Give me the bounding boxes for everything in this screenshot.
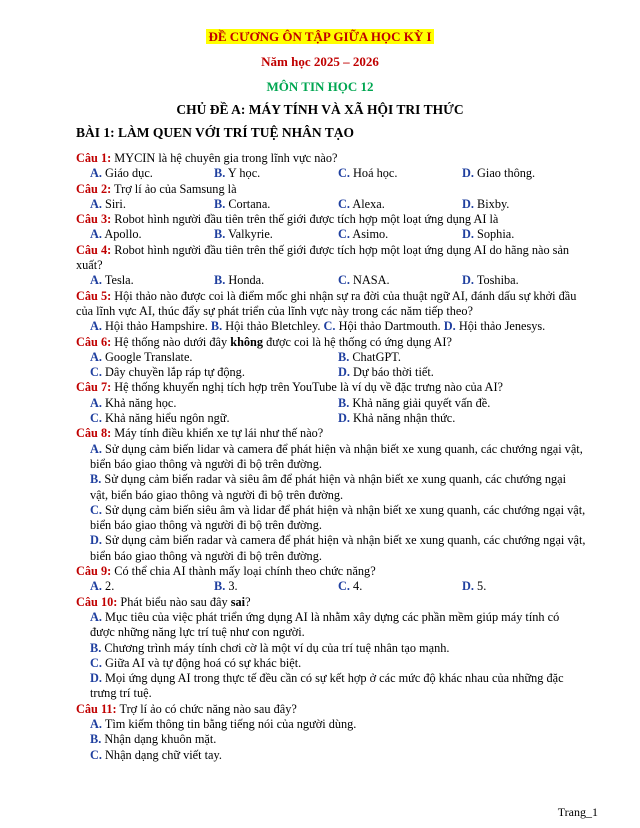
question-label: Câu 2: [76,181,112,196]
options-row [76,350,586,365]
option-a: A. Mục tiêu của việc phát triển ứng dụng AI là nhằm xây dựng các phần mềm giúp máy tính có được những năng lực trí tuệ như con người. [90,609,560,640]
option-b: B. Honda. [214,273,265,288]
question-label: Câu 10: [76,594,118,609]
option-b: B. ChatGPT. [338,349,401,364]
option-a: A. 2. [90,579,115,594]
question-list [76,151,586,763]
option-a: A. Google Translate. [90,349,193,364]
question-label: Câu 3: [76,212,112,227]
options-row [76,319,586,334]
option-b: B. 3. [214,579,238,594]
question-text: Có thể chia AI thành mấy loại chính theo chức năng? [111,564,376,579]
option-b: B. Hội thảo Bletchley. [210,319,321,334]
question-label: Câu 7: [76,380,112,395]
option-d: D. Toshiba. [462,273,519,288]
question-label: Câu 9: [76,564,112,579]
question-text: Hệ thống khuyến nghị tích hợp trên YouTube là ví dụ về đặc trưng nào của AI? [111,380,503,395]
question-4 [76,243,586,274]
option-c: C. Hoá học. [338,166,398,181]
question-label: Câu 11: [76,701,117,716]
question-label: Câu 1: [76,151,112,165]
option-d: D. Bixby. [462,196,510,211]
question-1 [76,151,586,166]
option-c: C. Hội thảo Dartmouth. [323,319,441,334]
options-row [76,365,586,380]
options-row [76,166,586,181]
option-a: A. Tìm kiếm thông tin bằng tiếng nói của người dùng. [90,716,357,731]
option-b: B. Y học. [214,166,261,181]
option-c: C. Sử dụng cảm biến siêu âm và lidar để phát hiện và nhận biết xe xung quanh, các chướng ngại vật, biển báo giao thông và người đi bộ trên đường. [90,502,586,533]
question-label: Câu 6: [76,334,112,349]
school-year: Năm học 2025 – 2026 [261,54,379,69]
option-c: C. Asimo. [338,227,389,242]
options-row [76,396,586,411]
options-row [76,227,586,242]
options-row [76,273,586,288]
question-5 [76,289,586,320]
option-a: A. Giáo dục. [90,166,153,181]
question-text: Trợ lí ảo của Samsung là [111,181,237,196]
question-text: MYCIN là hệ chuyên gia trong lĩnh vực nào? [111,151,338,165]
options-row [76,197,586,212]
question-label: Câu 5: [76,288,112,303]
question-text: Robot hình người đầu tiên trên thế giới được tích hợp một loạt ứng dụng AI do hãng nào sản xuất? [76,242,570,273]
emphasis: không [230,334,264,349]
option-a: A. Apollo. [90,227,142,242]
option-c: C. Dây chuyền lắp ráp tự động. [90,365,245,380]
option-d: D. 5. [462,579,487,594]
topic-title: CHỦ ĐỀ A: MÁY TÍNH VÀ XÃ HỘI TRI THỨC [176,102,464,117]
option-b: B. Khả năng giải quyết vấn đề. [338,395,491,410]
option-b: B. Nhận dạng khuôn mặt. [90,732,217,747]
question-text: Robot hình người đầu tiên trên thế giới được tích hợp một loạt ứng dụng AI là [111,212,499,227]
option-b: B. Sử dụng cảm biến radar và siêu âm để phát hiện và nhận biết xe xung quanh, các chướng ngại vật, biển báo giao thông và người đi bộ trên đường. [90,472,567,502]
options-row [76,579,586,594]
option-a: A. Tesla. [90,273,134,288]
question-3 [76,212,586,227]
question-8 [76,426,586,441]
question-label: Câu 4: [76,242,112,257]
option-a: A. Sử dụng cảm biến lidar và camera để phát hiện và nhận biết xe xung quanh, các chướng ngại vật, biển báo giao thông và người đi bộ trên đường. [90,441,583,471]
question-7 [76,380,586,395]
question-9 [76,564,586,579]
option-c: C. 4. [338,579,363,594]
option-c: C. Nhận dạng chữ viết tay. [90,747,222,762]
question-text: Hội thảo nào được coi là điểm mốc ghi nhận sự ra đời của thuật ngữ AI, đánh dấu sự khởi đầu của lĩnh vực AI, thúc đẩy sự phát triển của lĩnh vực này trong các năm tiếp theo? [76,288,577,318]
option-a: A. Khả năng học. [90,395,177,410]
option-d: D. Sử dụng cảm biến radar và camera để phát hiện và nhận biết xe xung quanh, các chướng ngại vật, biển báo giao thông và người đi bộ trên đường. [90,533,586,563]
question-10: Câu 10: Phát biểu nào sau đây sai? [76,594,251,609]
option-b: B. Valkyrie. [214,227,273,242]
options-row [76,411,586,426]
option-b: B. Cortana. [214,196,271,211]
option-c: C. Giữa AI và tự động hoá có sự khác biệt. [90,655,302,670]
option-d: D. Dự báo thời tiết. [338,365,434,380]
subject-title: MÔN TIN HỌC 12 [266,79,374,94]
document-title: ĐỀ CƯƠNG ÔN TẬP GIỮA HỌC KỲ I [208,29,432,44]
option-b: B. Chương trình máy tính chơi cờ là một ví dụ của trí tuệ nhân tạo mạnh. [90,640,450,655]
emphasis: sai [230,594,246,609]
option-c: C. Khả năng hiểu ngôn ngữ. [90,411,230,426]
option-d: D. Hội thảo Jenesys. [443,319,546,334]
option-c: C. NASA. [338,273,390,288]
lesson-title: BÀI 1: LÀM QUEN VỚI TRÍ TUỆ NHÂN TẠO [76,125,355,140]
question-11 [76,702,586,717]
page-number: Trang_1 [557,805,598,819]
option-d: D. Khả năng nhận thức. [338,411,456,426]
option-c: C. Alexa. [338,196,385,211]
option-a: A. Hội thảo Hampshire. [90,319,208,334]
option-d: D. Mọi ứng dụng AI trong thực tế đều cần có sự kết hợp ở các mức độ khác nhau của những đặc trưng trí tuệ. [90,671,564,701]
option-d: D. Sophia. [462,227,515,242]
option-d: D. Giao thông. [462,166,536,181]
question-6: Câu 6: Hệ thống nào dưới đây không được coi là hệ thống có ứng dụng AI? [76,334,452,349]
question-text: Máy tính điều khiển xe tự lái như thế nào? [111,426,324,441]
question-label: Câu 8: [76,426,112,441]
question-text: Trợ lí ảo có chức năng nào sau đây? [116,701,297,716]
option-a: A. Siri. [90,196,126,211]
question-2 [76,182,586,197]
